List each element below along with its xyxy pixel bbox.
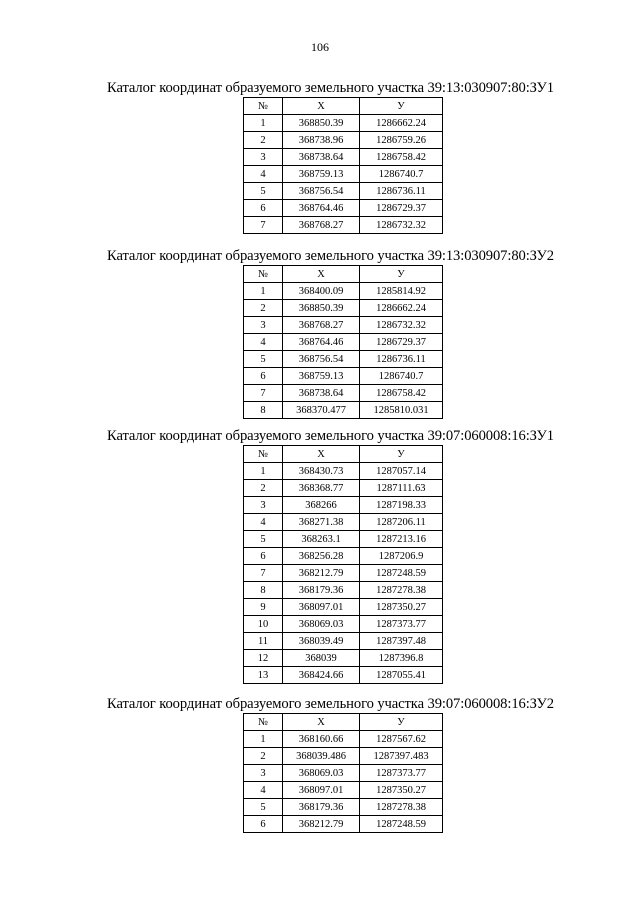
catalog-title: Каталог координат образуемого земельного участка 39:13:030907:80:ЗУ2 <box>107 248 554 264</box>
point-number-cell: 13 <box>244 667 283 684</box>
table-row <box>244 402 443 419</box>
table-row <box>244 599 443 616</box>
table-row <box>244 548 443 565</box>
y-coordinate-cell: 1286740.7 <box>360 166 443 183</box>
x-coordinate-cell: 368069.03 <box>283 765 360 782</box>
table-row <box>244 497 443 514</box>
table-row <box>244 317 443 334</box>
table-header-row <box>244 714 443 731</box>
coordinate-catalog <box>0 248 640 419</box>
point-number-cell: 12 <box>244 650 283 667</box>
column-header: № <box>244 98 283 115</box>
point-number-cell: 3 <box>244 765 283 782</box>
point-number-cell: 2 <box>244 300 283 317</box>
x-coordinate-cell: 368069.03 <box>283 616 360 633</box>
table-row <box>244 582 443 599</box>
y-coordinate-cell: 1286729.37 <box>360 334 443 351</box>
x-coordinate-cell: 368756.54 <box>283 351 360 368</box>
point-number-cell: 8 <box>244 582 283 599</box>
point-number-cell: 5 <box>244 351 283 368</box>
column-header: У <box>360 446 443 463</box>
point-number-cell: 11 <box>244 633 283 650</box>
point-number-cell: 6 <box>244 816 283 833</box>
table-row <box>244 385 443 402</box>
y-coordinate-cell: 1286662.24 <box>360 300 443 317</box>
point-number-cell: 7 <box>244 565 283 582</box>
x-coordinate-cell: 368179.36 <box>283 582 360 599</box>
y-coordinate-cell: 1286740.7 <box>360 368 443 385</box>
column-header: У <box>360 98 443 115</box>
table-row <box>244 166 443 183</box>
y-coordinate-cell: 1287111.63 <box>360 480 443 497</box>
y-coordinate-cell: 1287055.41 <box>360 667 443 684</box>
x-coordinate-cell: 368759.13 <box>283 368 360 385</box>
catalog-title: Каталог координат образуемого земельного участка 39:07:060008:16:ЗУ2 <box>107 696 554 712</box>
coordinates-table <box>243 97 443 234</box>
point-number-cell: 5 <box>244 183 283 200</box>
coordinates-table <box>243 265 443 419</box>
point-number-cell: 6 <box>244 368 283 385</box>
table-row <box>244 616 443 633</box>
point-number-cell: 4 <box>244 334 283 351</box>
y-coordinate-cell: 1287397.483 <box>360 748 443 765</box>
column-header: № <box>244 446 283 463</box>
table-row <box>244 565 443 582</box>
column-header: X <box>283 98 360 115</box>
x-coordinate-cell: 368266 <box>283 497 360 514</box>
x-coordinate-cell: 368756.54 <box>283 183 360 200</box>
table-row <box>244 748 443 765</box>
table-row <box>244 183 443 200</box>
column-header: X <box>283 266 360 283</box>
table-row <box>244 514 443 531</box>
y-coordinate-cell: 1287396.8 <box>360 650 443 667</box>
y-coordinate-cell: 1287206.9 <box>360 548 443 565</box>
y-coordinate-cell: 1287278.38 <box>360 799 443 816</box>
x-coordinate-cell: 368160.66 <box>283 731 360 748</box>
y-coordinate-cell: 1287213.16 <box>360 531 443 548</box>
y-coordinate-cell: 1287397.48 <box>360 633 443 650</box>
table-row <box>244 368 443 385</box>
point-number-cell: 2 <box>244 132 283 149</box>
point-number-cell: 2 <box>244 748 283 765</box>
x-coordinate-cell: 368738.96 <box>283 132 360 149</box>
table-row <box>244 283 443 300</box>
catalog-title: Каталог координат образуемого земельного участка 39:07:060008:16:ЗУ1 <box>107 428 554 444</box>
x-coordinate-cell: 368759.13 <box>283 166 360 183</box>
x-coordinate-cell: 368256.28 <box>283 548 360 565</box>
x-coordinate-cell: 368768.27 <box>283 217 360 234</box>
y-coordinate-cell: 1285814.92 <box>360 283 443 300</box>
point-number-cell: 1 <box>244 463 283 480</box>
point-number-cell: 4 <box>244 166 283 183</box>
x-coordinate-cell: 368738.64 <box>283 149 360 166</box>
y-coordinate-cell: 1287350.27 <box>360 599 443 616</box>
x-coordinate-cell: 368097.01 <box>283 782 360 799</box>
point-number-cell: 5 <box>244 799 283 816</box>
y-coordinate-cell: 1287198.33 <box>360 497 443 514</box>
table-row <box>244 633 443 650</box>
table-row <box>244 334 443 351</box>
x-coordinate-cell: 368430.73 <box>283 463 360 480</box>
coordinate-catalog <box>0 80 640 234</box>
y-coordinate-cell: 1287278.38 <box>360 582 443 599</box>
x-coordinate-cell: 368850.39 <box>283 115 360 132</box>
table-header-row <box>244 98 443 115</box>
table-row <box>244 480 443 497</box>
table-row <box>244 799 443 816</box>
column-header: X <box>283 714 360 731</box>
table-row <box>244 650 443 667</box>
table-row <box>244 765 443 782</box>
table-row <box>244 667 443 684</box>
y-coordinate-cell: 1286758.42 <box>360 149 443 166</box>
point-number-cell: 6 <box>244 200 283 217</box>
coordinates-table <box>243 445 443 684</box>
y-coordinate-cell: 1286729.37 <box>360 200 443 217</box>
table-row <box>244 200 443 217</box>
y-coordinate-cell: 1287248.59 <box>360 565 443 582</box>
x-coordinate-cell: 368039.49 <box>283 633 360 650</box>
coordinate-catalog <box>0 428 640 684</box>
y-coordinate-cell: 1287350.27 <box>360 782 443 799</box>
x-coordinate-cell: 368370.477 <box>283 402 360 419</box>
point-number-cell: 7 <box>244 217 283 234</box>
y-coordinate-cell: 1286662.24 <box>360 115 443 132</box>
x-coordinate-cell: 368263.1 <box>283 531 360 548</box>
point-number-cell: 4 <box>244 782 283 799</box>
point-number-cell: 4 <box>244 514 283 531</box>
x-coordinate-cell: 368368.77 <box>283 480 360 497</box>
y-coordinate-cell: 1287567.62 <box>360 731 443 748</box>
coordinates-table <box>243 713 443 833</box>
x-coordinate-cell: 368039 <box>283 650 360 667</box>
table-row <box>244 149 443 166</box>
point-number-cell: 1 <box>244 115 283 132</box>
table-row <box>244 816 443 833</box>
table-row <box>244 731 443 748</box>
x-coordinate-cell: 368097.01 <box>283 599 360 616</box>
page-number: 106 <box>311 40 329 54</box>
column-header: X <box>283 446 360 463</box>
column-header: У <box>360 266 443 283</box>
y-coordinate-cell: 1287057.14 <box>360 463 443 480</box>
x-coordinate-cell: 368271.38 <box>283 514 360 531</box>
table-row <box>244 217 443 234</box>
table-row <box>244 300 443 317</box>
table-row <box>244 115 443 132</box>
table-row <box>244 463 443 480</box>
y-coordinate-cell: 1286732.32 <box>360 217 443 234</box>
column-header: У <box>360 714 443 731</box>
point-number-cell: 9 <box>244 599 283 616</box>
x-coordinate-cell: 368764.46 <box>283 200 360 217</box>
x-coordinate-cell: 368764.46 <box>283 334 360 351</box>
y-coordinate-cell: 1286759.26 <box>360 132 443 149</box>
column-header: № <box>244 714 283 731</box>
y-coordinate-cell: 1287373.77 <box>360 616 443 633</box>
table-row <box>244 132 443 149</box>
x-coordinate-cell: 368424.66 <box>283 667 360 684</box>
point-number-cell: 7 <box>244 385 283 402</box>
point-number-cell: 6 <box>244 548 283 565</box>
x-coordinate-cell: 368738.64 <box>283 385 360 402</box>
x-coordinate-cell: 368039.486 <box>283 748 360 765</box>
x-coordinate-cell: 368212.79 <box>283 565 360 582</box>
x-coordinate-cell: 368179.36 <box>283 799 360 816</box>
column-header: № <box>244 266 283 283</box>
y-coordinate-cell: 1286736.11 <box>360 183 443 200</box>
x-coordinate-cell: 368212.79 <box>283 816 360 833</box>
point-number-cell: 3 <box>244 497 283 514</box>
point-number-cell: 8 <box>244 402 283 419</box>
x-coordinate-cell: 368400.09 <box>283 283 360 300</box>
table-header-row <box>244 446 443 463</box>
table-header-row <box>244 266 443 283</box>
point-number-cell: 1 <box>244 731 283 748</box>
x-coordinate-cell: 368768.27 <box>283 317 360 334</box>
table-row <box>244 351 443 368</box>
point-number-cell: 3 <box>244 317 283 334</box>
y-coordinate-cell: 1287373.77 <box>360 765 443 782</box>
y-coordinate-cell: 1286732.32 <box>360 317 443 334</box>
y-coordinate-cell: 1285810.031 <box>360 402 443 419</box>
point-number-cell: 5 <box>244 531 283 548</box>
coordinate-catalog <box>0 696 640 833</box>
point-number-cell: 10 <box>244 616 283 633</box>
catalog-title: Каталог координат образуемого земельного участка 39:13:030907:80:ЗУ1 <box>107 80 554 96</box>
y-coordinate-cell: 1287206.11 <box>360 514 443 531</box>
y-coordinate-cell: 1287248.59 <box>360 816 443 833</box>
y-coordinate-cell: 1286758.42 <box>360 385 443 402</box>
point-number-cell: 3 <box>244 149 283 166</box>
point-number-cell: 1 <box>244 283 283 300</box>
y-coordinate-cell: 1286736.11 <box>360 351 443 368</box>
x-coordinate-cell: 368850.39 <box>283 300 360 317</box>
table-row <box>244 782 443 799</box>
table-row <box>244 531 443 548</box>
point-number-cell: 2 <box>244 480 283 497</box>
